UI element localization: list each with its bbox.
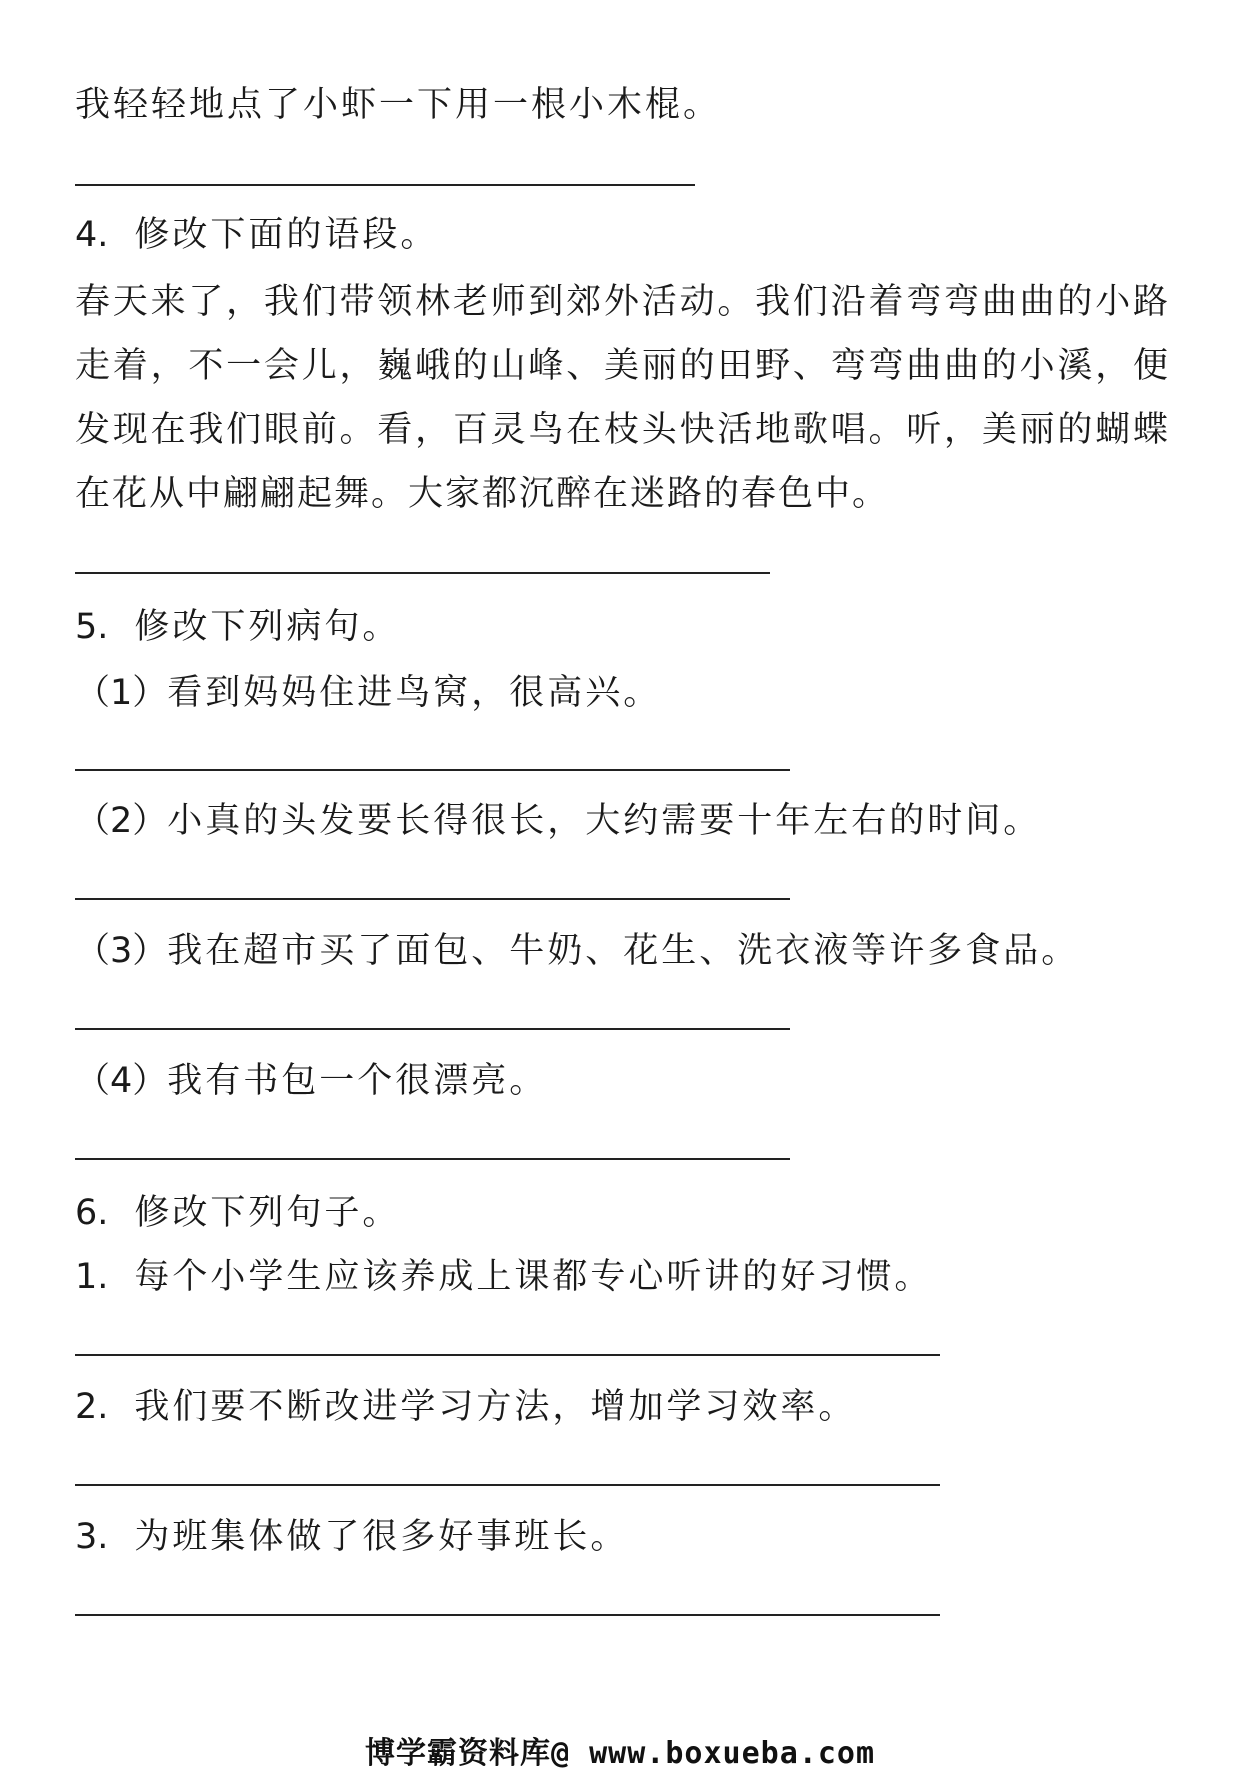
question-5-item-3 bbox=[75, 931, 1080, 971]
item-text: 我有书包一个很漂亮。 bbox=[167, 1061, 548, 1101]
item-label: （1） bbox=[75, 673, 168, 713]
question-title: 修改下列句子。 bbox=[134, 1193, 401, 1233]
question-title: 修改下面的语段。 bbox=[134, 215, 439, 255]
answer-line[interactable] bbox=[75, 1158, 790, 1160]
answer-line[interactable] bbox=[75, 1484, 940, 1486]
sentence-text: 我轻轻地点了小虾一下用一根小木棍。 bbox=[75, 85, 722, 125]
question-6-item-3 bbox=[75, 1517, 629, 1557]
answer-line[interactable] bbox=[75, 1354, 940, 1356]
answer-line[interactable] bbox=[75, 769, 790, 771]
item-label: （3） bbox=[75, 931, 168, 971]
question-5-item-1 bbox=[75, 673, 662, 713]
question-number: 6. bbox=[75, 1193, 109, 1233]
question-6-heading bbox=[75, 1193, 401, 1233]
item-text: 我在超市买了面包、牛奶、花生、洗衣液等许多食品。 bbox=[167, 931, 1080, 971]
item-label: 2. bbox=[75, 1387, 109, 1427]
item-text: 为班集体做了很多好事班长。 bbox=[134, 1517, 629, 1557]
question-number: 5. bbox=[75, 607, 109, 647]
question-6-item-2 bbox=[75, 1387, 857, 1427]
answer-line[interactable] bbox=[75, 898, 790, 900]
item-label: （2） bbox=[75, 801, 168, 841]
footer-watermark: 博学霸资料库@ www.boxueba.com bbox=[364, 1736, 876, 1771]
item-text: 我们要不断改进学习方法，增加学习效率。 bbox=[134, 1387, 857, 1427]
question-5-item-4 bbox=[75, 1061, 548, 1101]
item-text: 小真的头发要长得很长，大约需要十年左右的时间。 bbox=[167, 801, 1042, 841]
question-4-heading bbox=[75, 215, 439, 255]
question-4-passage: 春天来了，我们带领林老师到郊外活动。我们沿着弯弯曲曲的小路走着，不一会儿，巍峨的山峰、美丽的田野、弯弯曲曲的小溪，便发现在我们眼前。看，百灵鸟在枝头快活地歌唱。听，美丽的蝴蝶在花从中翩翩起舞。大家都沉醉在迷路的春色中。 bbox=[75, 282, 1170, 514]
question-6-item-1 bbox=[75, 1257, 933, 1297]
question-5-heading bbox=[75, 607, 401, 647]
question-5-item-2 bbox=[75, 801, 1042, 841]
question-title: 修改下列病句。 bbox=[134, 607, 401, 647]
answer-line[interactable] bbox=[75, 1614, 940, 1616]
answer-line[interactable] bbox=[75, 572, 770, 574]
item-label: （4） bbox=[75, 1061, 168, 1101]
item-text: 每个小学生应该养成上课都专心听讲的好习惯。 bbox=[134, 1257, 933, 1297]
item-label: 3. bbox=[75, 1517, 109, 1557]
item-text: 看到妈妈住进鸟窝，很高兴。 bbox=[167, 673, 662, 713]
item-label: 1. bbox=[75, 1257, 109, 1297]
answer-line[interactable] bbox=[75, 184, 695, 186]
question-number: 4. bbox=[75, 215, 109, 255]
answer-line[interactable] bbox=[75, 1028, 790, 1030]
